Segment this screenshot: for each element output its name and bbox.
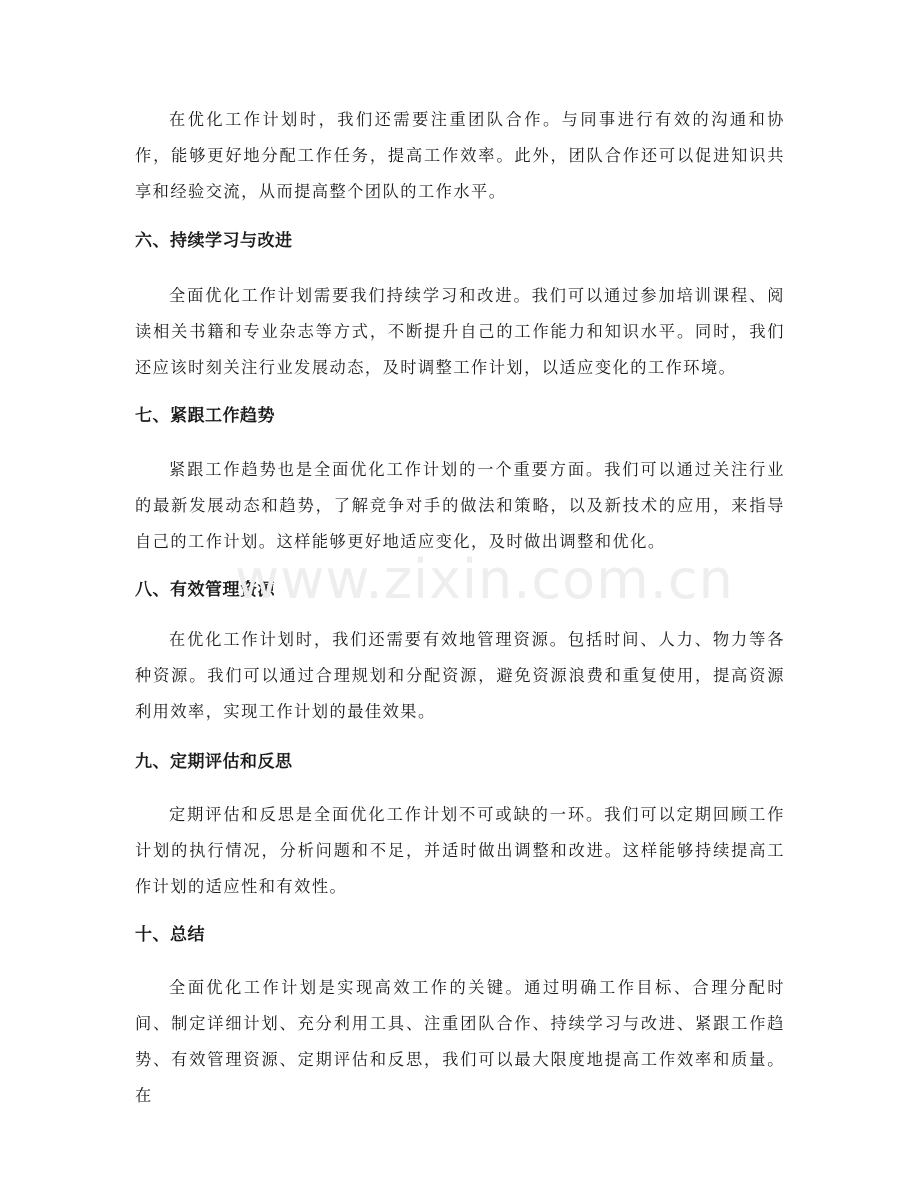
paragraph-text: 在优化工作计划时，我们还需要注重团队合作。与同事进行有效的沟通和协作，能够更好地分配工作任务，提高工作效率。此外，团队合作还可以促进知识共享和经验交流，从而提高整个团队的工作水平。 (135, 110, 785, 201)
paragraph-text: 全面优化工作计划需要我们持续学习和改进。我们可以通过参加培训课程、阅读相关书籍和专业杂志等方式，不断提升自己的工作能力和知识水平。同时，我们还应该时刻关注行业发展动态，及时调整工作计划，以适应变化的工作环境。 (135, 286, 785, 377)
section-heading: 六、持续学习与改进 (135, 231, 293, 251)
paragraph-resource-management (135, 622, 785, 730)
heading-section-6 (135, 226, 785, 256)
paragraph-evaluation (135, 797, 785, 905)
heading-section-10 (135, 920, 785, 950)
heading-section-9 (135, 747, 785, 777)
heading-section-7 (135, 401, 785, 431)
section-heading: 八、有效管理资源 (135, 580, 275, 600)
paragraph-team-cooperation (135, 102, 785, 210)
paragraph-text: 在优化工作计划时，我们还需要有效地管理资源。包括时间、人力、物力等各种资源。我们可以通过合理规划和分配资源，避免资源浪费和重复使用，提高资源利用效率，实现工作计划的最佳效果。 (135, 630, 785, 721)
paragraph-work-trends (135, 452, 785, 560)
watermark: www.zixin.com.cn (235, 548, 734, 611)
paragraph-text: 全面优化工作计划是实现高效工作的关键。通过明确工作目标、合理分配时间、制定详细计划、充分利用工具、注重团队合作、持续学习与改进、紧跟工作趋势、有效管理资源、定期评估和反思，我们可以最大限度地提高工作效率和质量。在 (135, 978, 785, 1105)
heading-section-8 (135, 575, 785, 605)
paragraph-text: 紧跟工作趋势也是全面优化工作计划的一个重要方面。我们可以通过关注行业的最新发展动态和趋势，了解竞争对手的做法和策略，以及新技术的应用，来指导自己的工作计划。这样能够更好地适应变化，及时做出调整和优化。 (135, 460, 785, 551)
paragraph-summary (135, 970, 785, 1114)
paragraph-text: 定期评估和反思是全面优化工作计划不可或缺的一环。我们可以定期回顾工作计划的执行情况，分析问题和不足，并适时做出调整和改进。这样能够持续提高工作计划的适应性和有效性。 (135, 805, 785, 896)
paragraph-continuous-learning (135, 278, 785, 386)
section-heading: 十、总结 (135, 925, 205, 945)
section-heading: 七、紧跟工作趋势 (135, 406, 275, 426)
section-heading: 九、定期评估和反思 (135, 752, 293, 772)
